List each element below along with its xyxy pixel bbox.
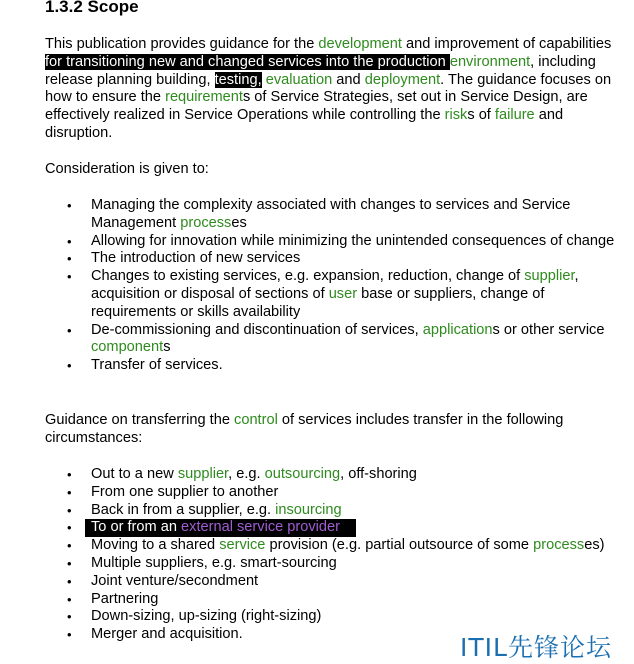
term-deployment: deployment [364, 71, 441, 88]
term-requirement: requirement [165, 89, 243, 106]
term-control: control [234, 412, 278, 428]
item-text: Back in from a supplier, e.g. [91, 501, 276, 518]
item-text: es) [584, 537, 605, 554]
list-item [45, 502, 620, 520]
intro-text: s of [467, 107, 495, 124]
list-item: • The introduction of new services [45, 250, 620, 268]
term-supplier: supplier [177, 466, 229, 482]
item-text: Changes to existing services, e.g. expansion, reduction, change of [91, 268, 525, 285]
item-text: provision (e.g. partial outsource of some [265, 537, 534, 554]
transfer-list [45, 466, 620, 644]
item-text: s [163, 339, 171, 356]
term-environment: environment [449, 53, 531, 70]
item-text: Moving to a shared [91, 537, 220, 554]
list-item [45, 466, 620, 484]
highlighted-row [85, 519, 356, 537]
item-text: s or other service [492, 321, 605, 338]
item-text: Managing the complexity associated with changes to services and Service Management [91, 197, 571, 231]
term-evaluation: evaluation [265, 71, 333, 88]
consideration-paragraph: Consideration is given to: [45, 161, 209, 177]
term-application: application [422, 321, 493, 338]
list-item: • Multiple suppliers, e.g. smart-sourcing [45, 555, 620, 573]
term-failure: failure [494, 107, 535, 124]
list-item [45, 197, 620, 233]
section-heading: 1.3.2 Scope [45, 0, 139, 16]
list-item [45, 537, 620, 555]
term-component: component [91, 339, 164, 356]
term-external-service-provider: external service provider [181, 519, 341, 536]
intro-text: and disruption. [45, 107, 564, 141]
term-risk: risk [444, 107, 468, 124]
term-outsourcing: outsourcing [264, 466, 341, 482]
term-development: development [318, 36, 402, 52]
term-process: process [180, 214, 232, 231]
guidance-text: of services includes transfer in the following circumstances: [45, 412, 564, 446]
list-item [45, 519, 620, 537]
intro-paragraph [45, 36, 620, 143]
term-insourcing: insourcing [275, 501, 342, 518]
intro-text: This publication provides guidance for the [45, 36, 319, 52]
list-item: • Partnering [45, 591, 620, 609]
list-item: • Down-sizing, up-sizing (right-sizing) [45, 608, 620, 626]
term-process: process [533, 537, 585, 554]
term-supplier: supplier [524, 268, 575, 285]
term-service: service [219, 537, 266, 554]
intro-text: and improvement of capabilities [401, 36, 612, 52]
list-item: • Allowing for innovation while minimizing the unintended consequences of change [45, 233, 620, 251]
highlighted-testing: testing, [214, 71, 262, 88]
list-item [45, 322, 620, 358]
item-text: , off-shoring [340, 466, 417, 482]
list-item: • From one supplier to another [45, 484, 620, 502]
intro-text: . The guidance focuses on how to ensure the [45, 71, 612, 106]
list-item: • Merger and acquisition. [45, 626, 620, 644]
list-item [45, 268, 620, 321]
consideration-list [45, 197, 620, 375]
intro-text: , including release planning building, [45, 53, 596, 88]
item-text: , acquisition or disposal of sections of [91, 268, 579, 302]
item-text: To or from an [91, 519, 182, 536]
intro-text: s of Service Strategies, set out in Service Design, are effectively realized in Service Operations while controlling the [45, 89, 588, 124]
guidance-paragraph [45, 412, 620, 448]
item-text: base or suppliers, change of requirements or skills availability [91, 285, 545, 320]
highlighted-text: for transitioning new and changed services into the production [45, 53, 450, 70]
item-text: , e.g. [228, 466, 265, 482]
watermark-logo: ITIL先锋论坛 [460, 633, 612, 662]
list-item: • Transfer of services. [45, 357, 620, 375]
term-user: user [328, 285, 358, 302]
item-text: es [231, 214, 247, 231]
item-text: De-commissioning and discontinuation of services, [91, 321, 423, 338]
item-text: Out to a new [91, 466, 178, 482]
intro-text: and [332, 71, 365, 88]
list-item: • Joint venture/secondment [45, 573, 620, 591]
guidance-text: Guidance on transferring the [45, 412, 235, 428]
